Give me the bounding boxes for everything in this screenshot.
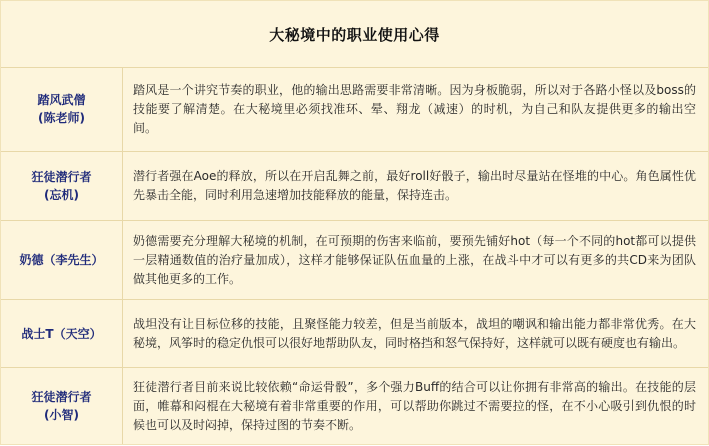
class-name: 奶德（李先生） [19,253,104,267]
table-row [1,152,708,221]
class-name: 战士T（天空） [21,326,102,341]
class-name: 狂徒潜行者 (忘机) [31,170,92,202]
table-row [1,368,708,444]
description-cell [133,67,696,151]
table-header [1,1,708,68]
class-name-cell [1,152,123,220]
description-text: 战坦没有让目标位移的技能，且聚怪能力较差，但是当前版本，战坦的嘲讽和输出能力都非常优秀。在大秘境，风筝时的稳定仇恨可以很好地帮助队友，同时格挡和怒气保持好，这样就可以既有硬度也有输出。 [133,316,696,350]
description-text: 潜行者强在Aoe的释放，所以在开启乱舞之前，最好roll好骰子，输出时尽量站在怪堆的中心。角色属性优先暴击全能，同时利用急速增加技能释放的能量，保持连击。 [133,169,696,202]
table-row [1,67,708,152]
table-row [1,300,708,368]
description-cell [133,152,696,220]
class-name: 踏风武僧 (陈老师) [37,93,86,125]
class-name-cell [1,221,123,299]
description-cell [133,221,696,299]
description-text: 踏风是一个讲究节奏的职业，他的输出思路需要非常清晰。因为身板脆弱，所以对于各路小怪以及boss的技能要了解清楚。在大秘境里必须找准环、晕、翔龙（减速）的时机，为自己和队友提供更多的输出空间。 [133,82,696,135]
description-text: 狂徒潜行者目前来说比较依赖“命运骨骰”，多个强力Buff的结合可以让你拥有非常高的输出。在技能的层面，帷幕和闷棍在大秘境有着非常重要的作用，可以帮助你跳过不需要拉的怪，在不小心吸引到仇恨的时候也可以及时闷掉，保持过图的节奏不断。 [133,379,696,432]
class-name-cell [1,67,123,151]
description-cell [133,300,696,367]
description-text: 奶德需要充分理解大秘境的机制，在可预期的伤害来临前，要预先铺好hot（每一个不同的hot都可以提供一层精通数值的治疗量加成），这样才能够保证队伍血量的上涨，在战斗中才可以有更多的共CD来为团队做其他更多的工作。 [133,233,696,286]
table-row [1,221,708,300]
tips-table [1,1,708,444]
class-name-cell [1,300,123,367]
description-cell [133,368,696,444]
class-name: 狂徒潜行者 (小智) [31,390,92,422]
table-title: 大秘境中的职业使用心得 [269,25,440,44]
class-name-cell [1,368,123,444]
